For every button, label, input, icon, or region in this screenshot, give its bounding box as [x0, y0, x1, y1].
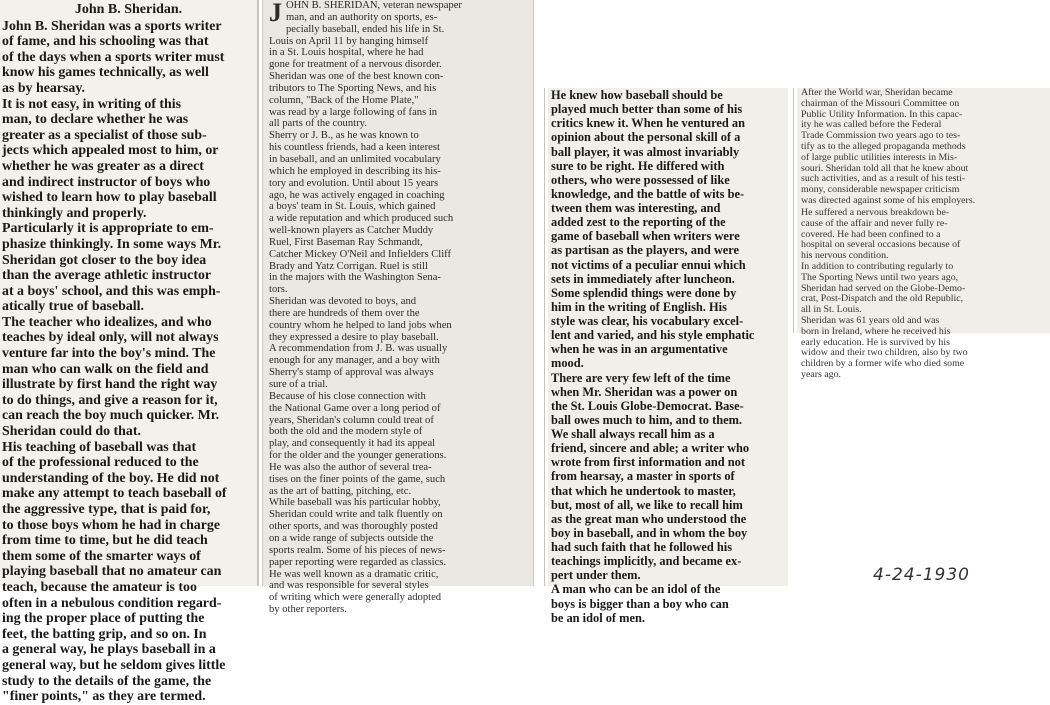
text-line: tises on the finer points of the game, such: [269, 473, 446, 485]
text-line: knowledge, and the battle of wits be-: [551, 186, 745, 201]
text-line: his countless friends, had a keen interest: [269, 142, 440, 154]
text-line: a wide reputation and which produced such: [269, 213, 454, 225]
text-line: The Sporting News until two years ago,: [801, 271, 959, 283]
column-2-news-article: [262, 0, 534, 616]
text-line: ball player, it was almost invariably: [551, 144, 740, 159]
text-line: in baseball, and an unlimited vocabulary: [269, 153, 441, 165]
text-line: ago, he was actively engaged in coaching: [269, 189, 445, 201]
text-line: crat, Post-Dispatch and the old Republic,: [801, 293, 964, 305]
text-line: tory and evolution. Until about 15 years: [269, 177, 439, 189]
text-line: Sheridan was 61 years old and was: [801, 314, 940, 326]
text-line: He was well known as a dramatic critic,: [269, 568, 439, 580]
text-line: the aggressive type, that is paid for,: [2, 502, 211, 517]
text-line: column, "Back of the Home Plate,": [269, 94, 419, 106]
text-line: his nervous condition.: [801, 250, 889, 262]
text-line: than the average athletic instructor: [2, 268, 212, 284]
text-line: understanding of the boy. He did not: [2, 470, 220, 486]
text-line: such activities, and as a result of his testi-: [801, 173, 966, 185]
text-line: other sports, and was thoroughly posted: [269, 521, 438, 533]
drop-cap: J: [269, 0, 282, 27]
text-line: Public Utility Information. In this capac-: [801, 108, 963, 120]
column-separator: [544, 88, 545, 586]
text-line: make any attempt to teach baseball of: [2, 486, 227, 502]
text-line: country whom he helped to land jobs when: [269, 319, 452, 331]
text-line: pecially baseball, ended his life in St.: [286, 23, 445, 35]
text-line: Brady and Yatz Corrigan. Ruel is still: [269, 260, 428, 272]
text-line: to those boys whom he had in charge: [2, 517, 221, 533]
text-line: wished to learn how to play baseball: [2, 190, 217, 206]
text-line: tributors to The Sporting News, and his: [269, 82, 437, 94]
text-line: Sheridan was one of the best known con-: [269, 71, 444, 83]
text-line: mony, considerable newspaper criticism: [801, 184, 960, 196]
text-line: Particularly it is appropriate to em-: [2, 221, 214, 237]
column-1-text: [0, 19, 257, 705]
text-line: After the World war, Sheridan became: [801, 87, 953, 98]
text-line: when Mr. Sheridan was a power on: [551, 384, 738, 399]
text-line: hospital on several occasions because of: [801, 239, 961, 251]
text-line: as the art of batting, pitching, etc.: [269, 485, 412, 497]
text-line: thinkingly and properly.: [2, 205, 147, 221]
text-line: ball owes much to him, and to them.: [551, 412, 743, 427]
text-line: him in the writing of English. His: [551, 299, 727, 314]
text-line: at a boys' school, and this was emph-: [2, 283, 221, 299]
text-line: but, most of all, we like to recall him: [551, 497, 743, 512]
text-line: widow and their two children, also by two: [801, 347, 968, 359]
text-line: general way, but he seldom gives little: [2, 657, 226, 673]
text-line: was read by a large following of fans in: [269, 106, 438, 118]
text-line: atically true of baseball.: [2, 299, 144, 315]
text-line: "finer points," as they are termed.: [2, 689, 206, 705]
text-line: ing the proper place of putting the: [2, 611, 205, 627]
text-line: when he was in an argumentative: [551, 342, 728, 357]
text-line: playing baseball that no amateur can: [2, 564, 222, 580]
text-line: years, Sheridan's column could treat of: [269, 414, 434, 426]
text-line: teaches by ideal only, will not always: [2, 330, 219, 346]
text-line: from hearsay, a master in sports of: [551, 469, 735, 484]
text-line: tors.: [269, 284, 288, 296]
text-line: sure to be right. He differed with: [551, 158, 725, 173]
text-line: both the old and the modern style of: [269, 426, 423, 438]
text-line: A man who can be an idol of the: [551, 582, 721, 597]
text-line: tween them was interesting, and: [551, 201, 721, 215]
text-line: Sherry or J. B., as he was known to: [269, 130, 419, 142]
text-line: a boys' team in St. Louis, which gained: [269, 201, 436, 213]
column-3-text: [551, 88, 788, 625]
text-line: of the days when a sports writer must: [2, 49, 225, 65]
text-line: A recommendation from J. B. was usually: [269, 343, 448, 355]
text-line: Trade Commission two years ago to tes-: [801, 130, 961, 142]
text-line: Catcher Mickey O'Neil and Infielders Cliff: [269, 248, 452, 260]
text-line: Sheridan could do that.: [2, 424, 141, 440]
text-line: sports realm. Some of his pieces of news-: [269, 544, 446, 556]
column-4-bottom-text: [801, 208, 1050, 381]
text-line: lent and varied, and his style emphatic: [551, 328, 755, 343]
text-line: of fame, and his schooling was that: [2, 34, 209, 50]
text-line: as by hearsay.: [2, 80, 85, 96]
text-line: the National Game over a long period of: [269, 402, 441, 414]
text-line: In addition to contributing regularly to: [801, 260, 954, 272]
text-line: It is not easy, in writing of this: [2, 96, 182, 112]
text-line: in the majors with the Washington Sena-: [269, 272, 441, 284]
text-line: of the professional reduced to the: [2, 455, 199, 471]
column-4-top: [797, 88, 1050, 208]
text-line: added zest to the reporting of the: [551, 215, 726, 230]
column-separator: [793, 88, 794, 333]
text-line: was directed against some of his employers.: [801, 194, 976, 206]
text-line: Sheridan had served on the Globe-Demo-: [801, 282, 966, 294]
text-line: While baseball was his particular hobby,: [269, 497, 441, 509]
text-line: venture far into the boy's mind. The: [2, 346, 216, 362]
text-line: enough for any manager, and a boy with: [269, 355, 440, 367]
text-line: style was clear, his vocabulary excel-: [551, 314, 744, 328]
text-line: He knew how baseball should be: [551, 88, 723, 102]
text-line: from time to time, but he did teach: [2, 533, 208, 549]
text-line: sure of a trial.: [269, 379, 328, 390]
text-line: teachings implicitly, and became ex-: [551, 554, 742, 569]
text-line: Sheridan got closer to the boy idea: [2, 252, 207, 268]
text-line: know his games technically, as well: [2, 65, 209, 81]
text-line: Louis on April 11 by hanging himself: [269, 35, 429, 47]
text-line: There are very few left of the time: [551, 370, 731, 385]
text-line: they expressed a desire to play baseball.: [269, 331, 439, 343]
column-1-editorial: [0, 0, 257, 705]
text-line: as partisan as the players, and were: [551, 243, 740, 258]
text-line: there are hundreds of them over the: [269, 307, 420, 319]
text-line: often in a nebulous condition regard-: [2, 595, 222, 611]
text-line: on a wide range of subjects outside the: [269, 532, 434, 544]
text-line: as the great man who understood the: [551, 511, 747, 526]
text-line: born in Ireland, where he received his: [801, 325, 951, 337]
text-line: a general way, he plays baseball in a: [2, 642, 216, 658]
text-line: boys is bigger than a boy who can: [551, 596, 729, 611]
text-line: covered. He had been confined to a: [801, 228, 941, 240]
text-line: children by a former wife who died some: [801, 358, 965, 370]
text-line: He suffered a nervous breakdown be-: [801, 207, 950, 218]
text-line: souri. Sheridan told all that he knew about: [801, 162, 969, 174]
text-line: all in St. Louis.: [801, 304, 862, 316]
column-4-top-text: [801, 88, 1050, 207]
text-line: OHN B. SHERIDAN, veteran newspaper: [286, 0, 462, 11]
handwritten-date: 4-24-1930: [873, 565, 970, 585]
text-line: Ruel, First Baseman Ray Schmandt,: [269, 236, 423, 248]
text-line: of large public utilities interests in Mis-: [801, 151, 958, 163]
text-line: Some splendid things were done by: [551, 285, 737, 300]
column-separator: [257, 0, 259, 586]
text-line: greater as a specialist of those sub-: [2, 127, 207, 143]
text-line: and was responsible for several styles: [269, 580, 429, 592]
text-line: We shall always recall him as a: [551, 427, 715, 441]
text-line: whether he was greater as a direct: [2, 158, 204, 174]
text-line: illustrate by first hand the right way: [2, 377, 218, 393]
column-2-text: [269, 0, 533, 616]
text-line: sets in immediately after luncheon.: [551, 271, 735, 286]
text-line: mood.: [551, 356, 584, 371]
text-line: man who can walk on the field and: [2, 361, 209, 377]
text-line: years ago.: [801, 368, 842, 380]
text-line: which he employed in describing its his-: [269, 165, 441, 177]
text-line: wrote from first information and not: [551, 455, 745, 470]
text-line: phasize thinkingly. In some ways Mr.: [2, 236, 222, 252]
text-line: well-known players as Catcher Muddy: [269, 225, 434, 237]
text-line: to do things, and give a reason for it,: [2, 392, 218, 408]
text-line: teach, because the amateur is too: [2, 579, 197, 595]
column-4-bottom: [797, 207, 1050, 380]
text-line: game of baseball when writers were: [551, 229, 740, 244]
text-line: all parts of the country.: [269, 118, 367, 130]
text-line: cause of the affair and never fully re-: [801, 217, 948, 229]
text-line: He was also the author of several trea-: [269, 461, 432, 473]
text-line: man, to declare whether he was: [2, 112, 189, 128]
text-line: the St. Louis Globe-Democrat. Base-: [551, 398, 744, 413]
text-line: and indirect instructor of boys who: [2, 174, 211, 190]
article-title: John B. Sheridan.: [74, 2, 183, 17]
text-line: chairman of the Missouri Committee on: [801, 97, 960, 109]
text-line: that which he undertook to master,: [551, 483, 736, 498]
text-line: feet, the batting grip, and so on. In: [2, 626, 207, 642]
text-line: played much better than some of his: [551, 102, 743, 117]
text-line: jects which appealed most to him, or: [2, 143, 219, 159]
text-line: had such faith that he followed his: [551, 540, 733, 554]
text-line: ity he was called before the Federal: [801, 119, 942, 131]
text-line: friend, sincere and able; a writer who: [551, 441, 750, 456]
text-line: not victims of a peculiar ennui which: [551, 257, 746, 272]
text-line: boy in baseball, and in whom the boy: [551, 525, 748, 540]
text-line: for the older and the younger generations.: [269, 450, 447, 462]
text-line: Sherry's stamp of approval was always: [269, 367, 434, 379]
text-line: them some of the smarter ways of: [2, 548, 201, 564]
text-line: play, and consequently it had its appeal: [269, 438, 436, 450]
text-line: by other reporters.: [269, 604, 347, 616]
text-line: critics knew it. When he ventured an: [551, 116, 746, 131]
text-line: others, who were possessed of like: [551, 172, 730, 187]
text-line: tify as to the alleged propaganda methods: [801, 140, 966, 152]
text-line: can reach the boy much quicker. Mr.: [2, 408, 220, 424]
text-line: early education. He is survived by his: [801, 336, 950, 348]
text-line: study to the details of the game, the: [2, 673, 212, 689]
text-line: opinion about the personal skill of a: [551, 130, 741, 145]
text-line: paper reporting were regarded as classics.: [269, 556, 447, 568]
text-line: Sheridan could write and talk fluently on: [269, 509, 443, 521]
text-line: of writing which were generally adopted: [269, 592, 442, 604]
text-line: man, and an authority on sports, es-: [286, 11, 438, 23]
column-3-editorial-continued: [548, 88, 788, 625]
text-line: pert under them.: [551, 568, 641, 583]
text-line: be an idol of men.: [551, 610, 645, 625]
text-line: in a St. Louis hospital, where he had: [269, 47, 424, 59]
text-line: The teacher who idealizes, and who: [2, 314, 212, 330]
text-line: Because of his close connection with: [269, 390, 426, 402]
text-line: Sheridan was devoted to boys, and: [269, 296, 417, 308]
text-line: His teaching of baseball was that: [2, 439, 197, 455]
text-line: gone for treatment of a nervous disorder.: [269, 59, 442, 71]
text-line: John B. Sheridan was a sports writer: [2, 18, 222, 34]
